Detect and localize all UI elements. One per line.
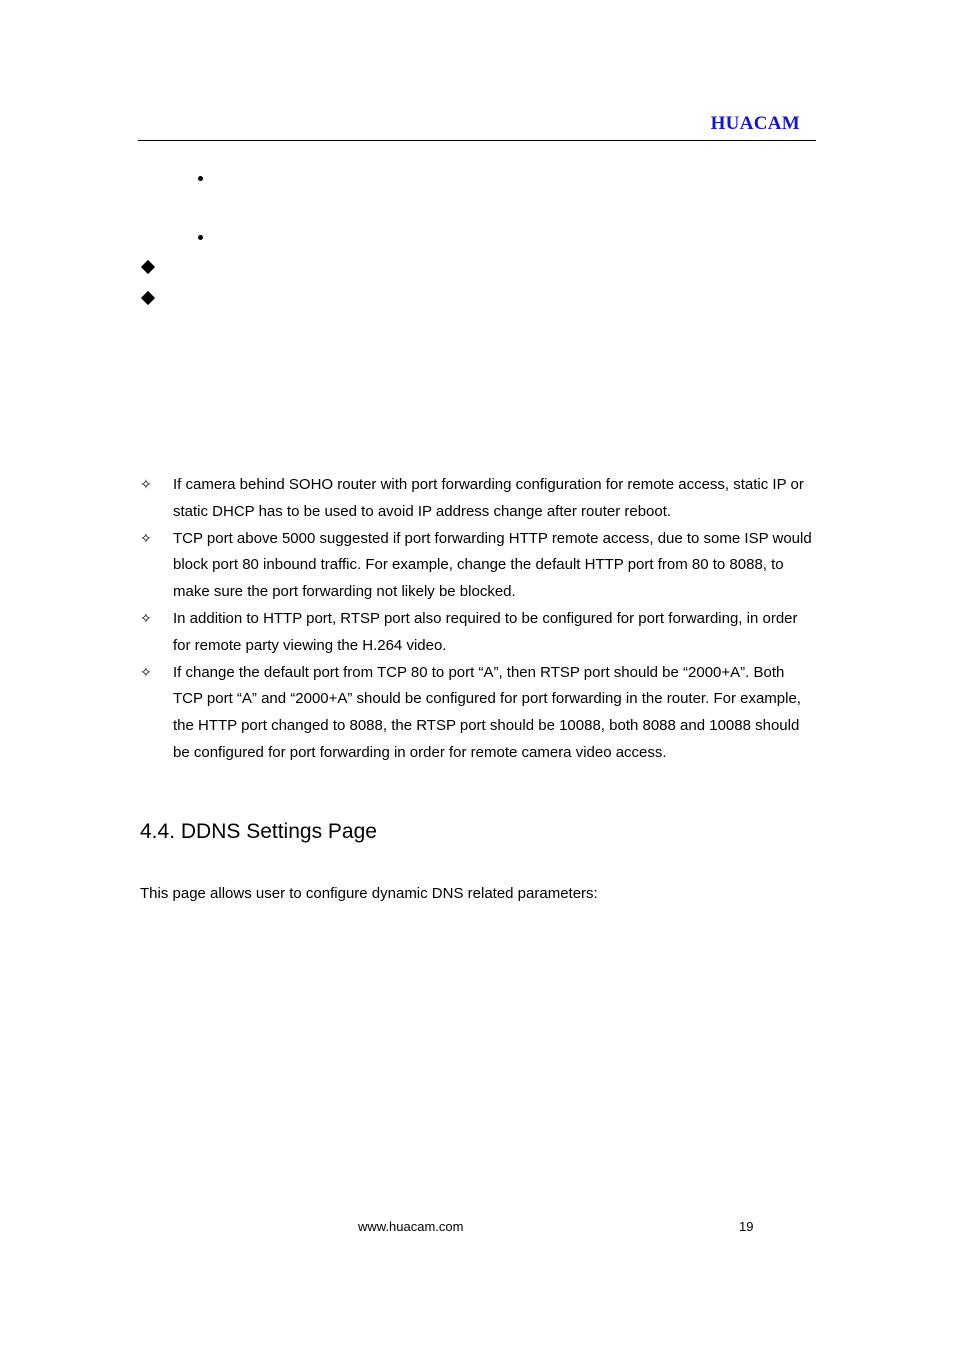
page-number: 19	[739, 1219, 754, 1234]
note-text: If camera behind SOHO router with port forwarding configuration for remote access, static IP or static DHCP has to be used to avoid IP address change after router reboot.	[173, 476, 804, 520]
header-divider	[138, 140, 816, 141]
note-text: In addition to HTTP port, RTSP port also required to be configured for port forwarding, in order for remote party viewing the H.264 video.	[173, 609, 798, 654]
section-intro: This page allows user to configure dynamic DNS related parameters:	[140, 885, 598, 902]
notes-list	[140, 472, 816, 767]
brand-logo-text: HUACAM	[710, 113, 800, 134]
footer-website: www.huacam.com	[358, 1219, 464, 1234]
four-point-star-icon: ✧	[140, 610, 152, 627]
note-item	[140, 660, 816, 767]
four-point-star-icon: ✧	[140, 664, 152, 681]
four-point-star-icon: ✧	[140, 530, 152, 547]
note-item	[140, 526, 816, 606]
diamond-bullet-icon	[141, 260, 155, 274]
four-point-star-icon: ✧	[140, 477, 152, 493]
note-item	[140, 606, 816, 660]
diamond-bullet-icon	[141, 291, 155, 305]
note-text: If change the default port from TCP 80 to port “A”, then RTSP port should be “2000+A”. Both TCP port “A” and “2000+A” should be configured for port forwarding in the router. For example, the HTTP port changed to 8088, the RTSP port should be 10088, both 8088 and 10088 should be configured for port forwarding in order for remote camera video access.	[173, 663, 801, 761]
bullet-dot-icon	[198, 235, 203, 240]
note-text: TCP port above 5000 suggested if port forwarding HTTP remote access, due to some ISP would block port 80 inbound traffic. For example, change the default HTTP port from 80 to 8088, to make sure the port forwarding not likely be blocked.	[173, 529, 812, 601]
bullet-dot-icon	[198, 176, 203, 181]
note-item	[140, 472, 816, 526]
section-heading: 4.4. DDNS Settings Page	[140, 820, 377, 843]
